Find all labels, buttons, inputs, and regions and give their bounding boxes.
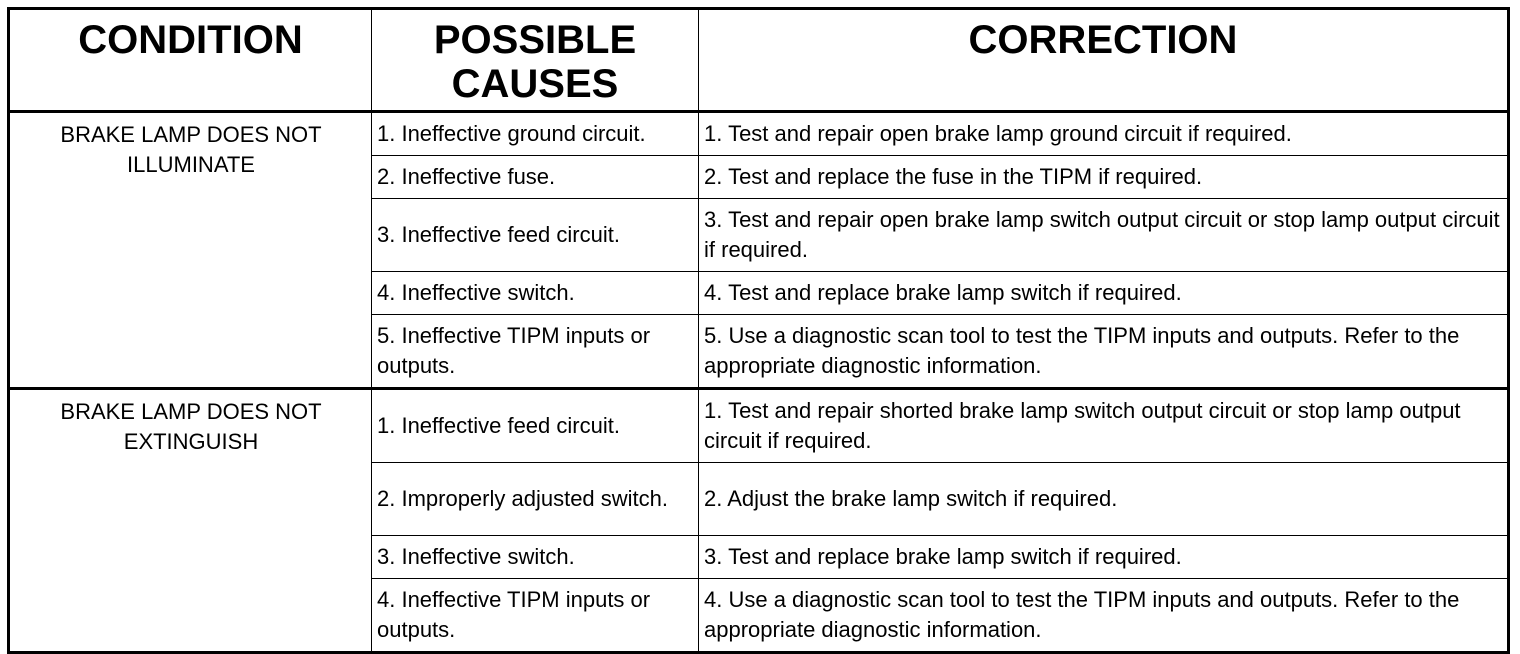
diagnosis-table <box>7 7 1510 654</box>
condition-cell: BRAKE LAMP DOES NOT EXTINGUISH <box>9 389 372 653</box>
header-condition: CONDITION <box>9 9 372 112</box>
correction-cell: 3. Test and repair open brake lamp switch output circuit or stop lamp output circuit if required. <box>699 199 1509 272</box>
cause-cell: 4. Ineffective TIPM inputs or outputs. <box>372 579 699 653</box>
correction-cell: 5. Use a diagnostic scan tool to test the TIPM inputs and outputs. Refer to the appropriate diagnostic information. <box>699 315 1509 389</box>
correction-cell: 2. Adjust the brake lamp switch if required. <box>699 463 1509 536</box>
cause-cell: 2. Ineffective fuse. <box>372 156 699 199</box>
header-possible-causes: POSSIBLE CAUSES <box>372 9 699 112</box>
correction-cell: 4. Use a diagnostic scan tool to test the TIPM inputs and outputs. Refer to the appropriate diagnostic information. <box>699 579 1509 653</box>
table-row <box>9 389 1509 463</box>
table-row <box>9 112 1509 156</box>
correction-cell: 2. Test and replace the fuse in the TIPM if required. <box>699 156 1509 199</box>
header-row <box>9 9 1509 112</box>
correction-cell: 4. Test and replace brake lamp switch if required. <box>699 272 1509 315</box>
correction-cell: 3. Test and replace brake lamp switch if required. <box>699 536 1509 579</box>
cause-cell: 3. Ineffective feed circuit. <box>372 199 699 272</box>
cause-cell: 1. Ineffective feed circuit. <box>372 389 699 463</box>
header-correction: CORRECTION <box>699 9 1509 112</box>
cause-cell: 4. Ineffective switch. <box>372 272 699 315</box>
cause-cell: 5. Ineffective TIPM inputs or outputs. <box>372 315 699 389</box>
cause-cell: 2. Improperly adjusted switch. <box>372 463 699 536</box>
correction-cell: 1. Test and repair open brake lamp ground circuit if required. <box>699 112 1509 156</box>
cause-cell: 1. Ineffective ground circuit. <box>372 112 699 156</box>
correction-cell: 1. Test and repair shorted brake lamp switch output circuit or stop lamp output circuit if required. <box>699 389 1509 463</box>
cause-cell: 3. Ineffective switch. <box>372 536 699 579</box>
condition-cell: BRAKE LAMP DOES NOT ILLUMINATE <box>9 112 372 389</box>
